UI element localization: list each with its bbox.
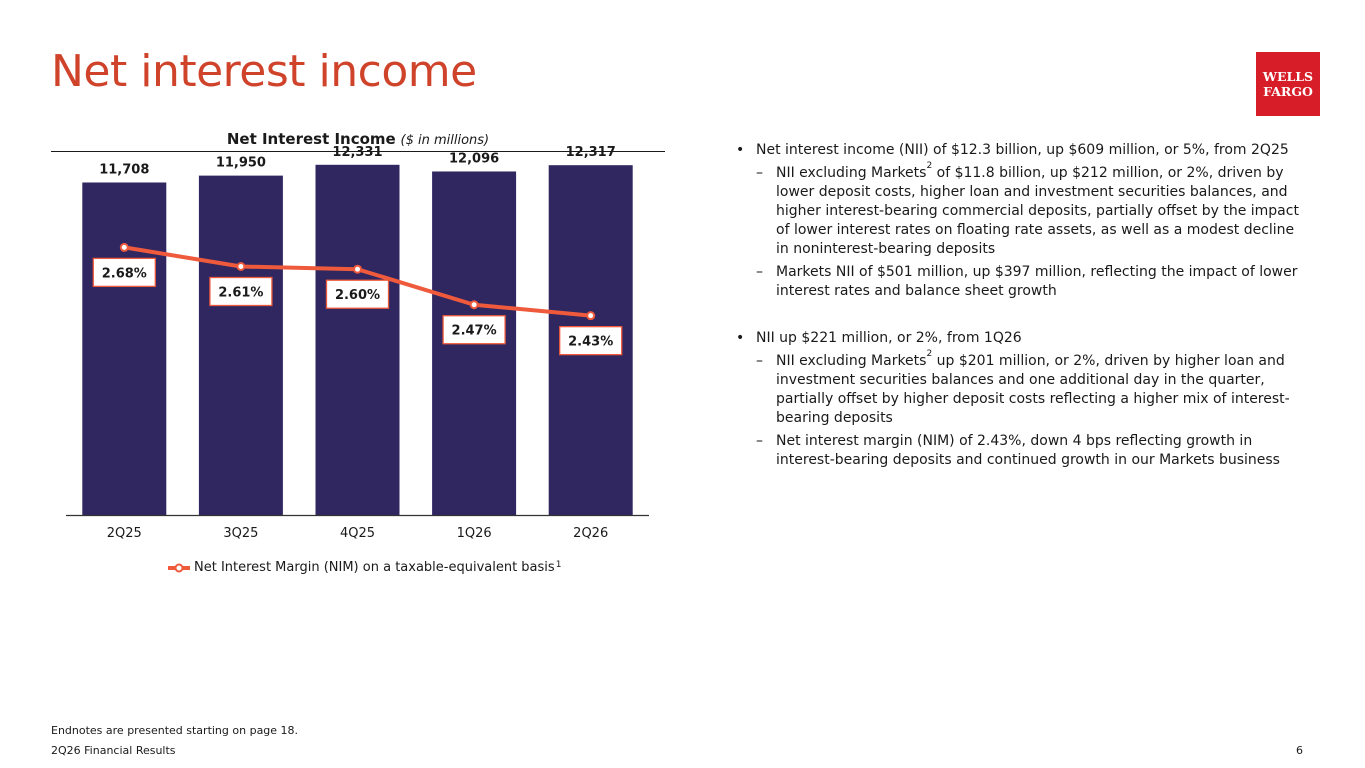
nim-point-1Q26 <box>471 301 478 308</box>
x-tick-label: 3Q25 <box>223 526 259 541</box>
nim-point-2Q25 <box>121 244 128 251</box>
bar-value-label: 11,950 <box>215 155 266 171</box>
footnote-marker: 2 <box>926 349 933 359</box>
bullet-dot: • <box>736 330 745 346</box>
sub-bullet-dash: – <box>756 165 763 181</box>
sub-bullet-2a-post: up $201 million, or 2%, driven by higher loan and investment securities balances and one additional day in the quarter, partially offset by higher deposit costs reflecting a higher mix of interest-bearing deposits <box>776 353 1290 426</box>
nii-chart <box>0 0 700 600</box>
sub-bullet-1a-pre: NII excluding Markets <box>776 165 927 181</box>
bar-value-label: 12,331 <box>332 144 383 160</box>
footer-report-name: 2Q26 Financial Results <box>51 744 176 757</box>
footnote-marker: 2 <box>926 161 933 171</box>
sub-bullet-2b-text: Net interest margin (NIM) of 2.43%, down 4 bps reflecting growth in interest-bearing deposits and continued growth in our Markets business <box>776 433 1280 468</box>
commentary <box>736 141 1306 474</box>
bullet-1-text: Net interest income (NII) of $12.3 billion, up $609 million, or 5%, from 2Q25 <box>756 142 1289 158</box>
page-title: Net interest income <box>51 46 477 97</box>
logo-line-1: WELLS <box>1262 69 1314 84</box>
bar-2Q25 <box>82 182 166 515</box>
sub-bullet-dash: – <box>756 353 763 369</box>
chart-title-text: Net Interest Income <box>226 130 396 148</box>
logo-line-2: FARGO <box>1263 84 1313 99</box>
bullet-dot: • <box>736 142 745 158</box>
sub-bullet-2a-pre: NII excluding Markets <box>776 353 927 369</box>
sub-bullet-dash: – <box>756 264 763 280</box>
sub-bullet-1b-text: Markets NII of $501 million, up $397 million, reflecting the impact of lower interest rates and balance sheet growth <box>776 264 1298 299</box>
x-tick-label: 1Q26 <box>456 526 492 541</box>
endnote: Endnotes are presented starting on page 18. <box>51 724 299 737</box>
page-number: 6 <box>1296 744 1303 757</box>
bar-value-label: 12,317 <box>565 145 616 161</box>
sub-bullet-dash: – <box>756 433 763 449</box>
nim-value-label: 2.43% <box>568 334 614 350</box>
sub-bullet-1a <box>736 161 1306 259</box>
sub-bullet-1b <box>736 263 1306 301</box>
chart-legend <box>168 560 561 575</box>
sub-bullet-2b <box>736 432 1306 470</box>
nim-value-label: 2.60% <box>334 288 381 304</box>
nim-point-2Q26 <box>587 312 594 319</box>
chart-subtitle: ($ in millions) <box>400 133 490 148</box>
sub-bullet-2a <box>736 349 1306 428</box>
nim-value-label: 2.68% <box>101 266 147 282</box>
x-tick-label: 4Q25 <box>339 526 376 541</box>
x-tick-label: 2Q26 <box>573 526 609 541</box>
bullet-1 <box>736 141 1306 160</box>
x-tick-label: 2Q25 <box>106 526 142 541</box>
wells-fargo-logo <box>1256 52 1320 116</box>
bullet-2-text: NII up $221 million, or 2%, from 1Q26 <box>756 330 1022 346</box>
bar-4Q25 <box>316 165 400 515</box>
sub-bullet-1a-post: of $11.8 billion, up $212 million, or 2%, driven by lower deposit costs, higher loan and investment securities balances, and higher interest-bearing commercial deposits, partially offset by the impact of lower interest rates on floating rate assets, as well as a modest decline in noninterest-bearing deposits <box>776 165 1299 257</box>
legend-label: Net Interest Margin (NIM) on a taxable-equivalent basis <box>194 560 555 575</box>
bar-value-label: 11,708 <box>99 162 150 178</box>
legend-footnote: 1 <box>555 559 562 570</box>
nim-value-label: 2.61% <box>218 285 264 301</box>
bar-value-label: 12,096 <box>449 151 500 167</box>
nim-point-3Q25 <box>237 263 244 270</box>
bar-3Q25 <box>199 176 283 515</box>
nim-point-4Q25 <box>354 266 361 273</box>
legend-line-marker-icon <box>168 561 190 575</box>
nim-value-label: 2.47% <box>451 323 497 339</box>
bullet-2 <box>736 329 1306 348</box>
